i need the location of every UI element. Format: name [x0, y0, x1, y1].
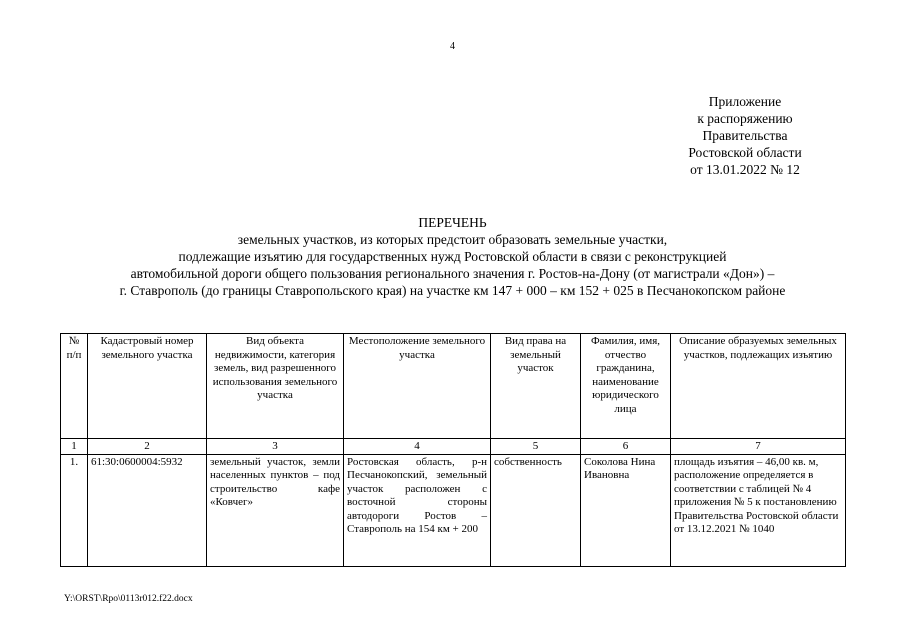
column-number: 4 — [344, 439, 491, 455]
appendix-line: к распоряжению — [697, 111, 793, 126]
column-number: 7 — [671, 439, 846, 455]
header-cell-description: Описание образуемых земельных участков, подлежащих изъятию — [671, 334, 846, 439]
appendix-block — [650, 93, 840, 178]
title-line: земельных участков, из которых предстоит образовать земельные участки, — [237, 232, 668, 247]
title-line: автомобильной дороги общего пользования регионального значения г. Ростов-на-Дону (от магистрали «Дон») – — [130, 266, 775, 281]
title-line: подлежащие изъятию для государственных нужд Ростовской области в связи с реконструкцией — [178, 249, 727, 264]
file-path-footer: Y:\ORST\Rpo\0113r012.f22.docx — [64, 594, 193, 604]
header-cell-owner: Фамилия, имя, отчество гражданина, наименование юридического лица — [581, 334, 671, 439]
header-cell-cadastral: Кадастровый номер земельного участка — [88, 334, 207, 439]
appendix-line: Правительства — [702, 128, 788, 143]
table-header-row — [61, 334, 846, 439]
cell-cadastral: 61:30:0600004:5932 — [88, 454, 207, 566]
title-heading: ПЕРЕЧЕНЬ — [418, 215, 487, 230]
cell-number: 1. — [61, 454, 88, 566]
document-title — [0, 214, 905, 299]
cell-description: площадь изъятия – 46,00 кв. м, расположение определяется в соответствии с таблицей № 4 приложения № 5 к постановлению Правительства Ростовской области от 13.12.2021 № 1040 — [671, 454, 846, 566]
column-number: 6 — [581, 439, 671, 455]
cell-object-type: земельный участок, земли населенных пунктов – под строительство кафе «Ковчег» — [207, 454, 344, 566]
title-line: г. Ставрополь (до границы Ставропольского края) на участке км 147 + 000 – км 152 + 025 в Песчанокопском районе — [119, 283, 786, 298]
cell-owner: Соколова Нина Ивановна — [581, 454, 671, 566]
column-number-row — [61, 439, 846, 455]
header-cell-object-type: Вид объекта недвижимости, категория земель, вид разрешенного использования земельного участка — [207, 334, 344, 439]
cell-location: Ростовская область, р-н Песчанокопский, земельный участок расположен с восточной стороны автодороги Ростов – Ставрополь на 154 км + 200 — [344, 454, 491, 566]
column-number: 2 — [88, 439, 207, 455]
table-row — [61, 454, 846, 566]
cell-right-type: собственность — [491, 454, 581, 566]
appendix-line: Ростовской области — [688, 145, 802, 160]
land-plots-table — [60, 333, 846, 567]
appendix-line: от 13.01.2022 № 12 — [690, 162, 800, 177]
header-cell-right-type: Вид права на земельный участок — [491, 334, 581, 439]
appendix-line: Приложение — [708, 94, 782, 109]
header-cell-location: Местоположение земельного участка — [344, 334, 491, 439]
column-number: 1 — [61, 439, 88, 455]
column-number: 3 — [207, 439, 344, 455]
column-number: 5 — [491, 439, 581, 455]
header-cell-number: № п/п — [61, 334, 88, 439]
page-number: 4 — [450, 41, 455, 52]
